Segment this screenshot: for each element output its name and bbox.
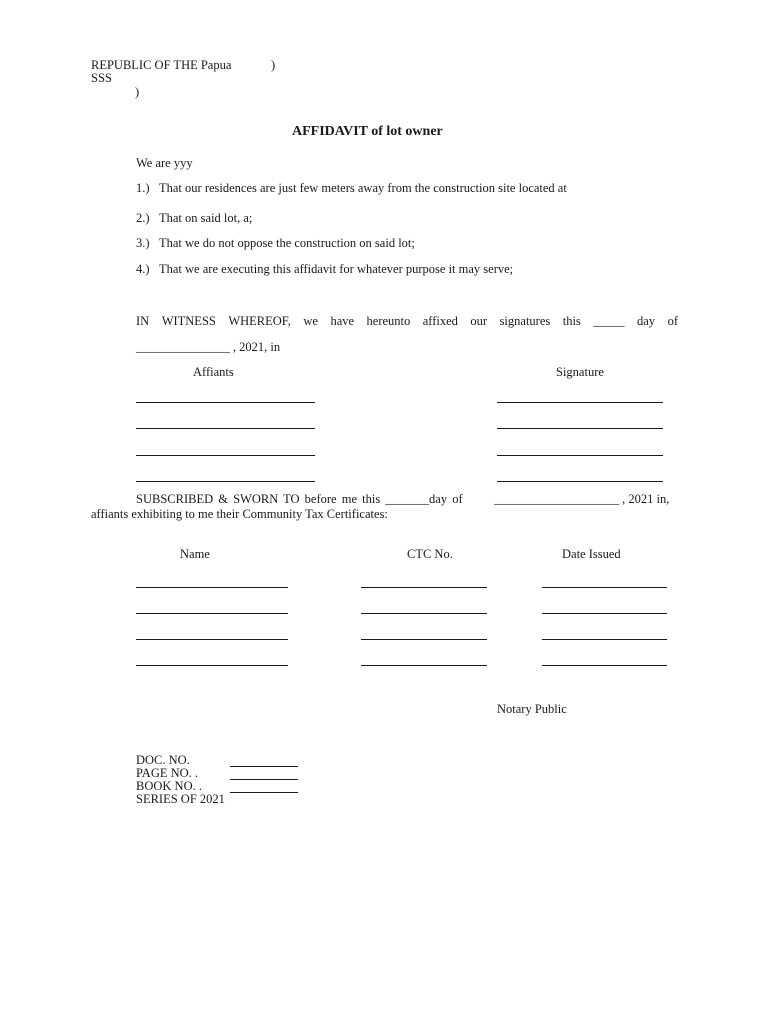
witness-word: hereunto: [366, 314, 411, 328]
witness-word: _____: [593, 314, 625, 328]
date-line: [542, 665, 667, 666]
witness-word: signatures: [499, 314, 551, 328]
book-no-label: BOOK NO. .: [136, 779, 202, 793]
witness-word: WHEREOF,: [228, 314, 291, 328]
date-line: [542, 613, 667, 614]
witness-line-1: [136, 315, 678, 329]
affiant-line: [136, 402, 315, 403]
signature-line: [497, 402, 663, 403]
item-4-number: 4.): [136, 262, 150, 276]
ctc-line: [361, 665, 487, 666]
item-1-number: 1.): [136, 181, 150, 195]
name-line: [136, 639, 288, 640]
affiant-line: [136, 481, 315, 482]
witness-line-2: _______________ , 2021, in: [136, 340, 281, 354]
doc-no-line: [230, 766, 298, 767]
witness-word: this: [562, 314, 581, 328]
header-paren-1: ): [271, 58, 276, 72]
witness-word: have: [330, 314, 355, 328]
intro-line: We are yyy: [136, 156, 193, 170]
series-label: SERIES OF 2021: [136, 792, 225, 806]
signature-line: [497, 428, 663, 429]
witness-word: we: [303, 314, 318, 328]
item-2-number: 2.): [136, 211, 150, 225]
ctc-line: [361, 613, 487, 614]
witness-word: affixed: [422, 314, 458, 328]
name-line: [136, 587, 288, 588]
witness-word: our: [470, 314, 488, 328]
signature-header: Signature: [556, 365, 604, 379]
sworn-line-1b: ____________________ , 2021 in,: [494, 492, 670, 506]
ctc-line: [361, 639, 487, 640]
ctc-header: CTC No.: [407, 547, 453, 561]
item-2-text: That on said lot, a;: [159, 211, 253, 225]
signature-line: [497, 481, 663, 482]
affiants-header: Affiants: [193, 365, 234, 379]
page-no-line: [230, 779, 298, 780]
signature-line: [497, 455, 663, 456]
witness-word: day: [637, 314, 656, 328]
doc-no-label: DOC. NO.: [136, 753, 190, 767]
affiant-line: [136, 428, 315, 429]
document-title: AFFIDAVIT of lot owner: [292, 124, 443, 139]
notary-public-label: Notary Public: [497, 702, 567, 716]
page-no-label: PAGE NO. .: [136, 766, 199, 780]
sss-line: SSS: [91, 71, 112, 85]
sworn-line-1a: SUBSCRIBED & SWORN TO before me this _______day of: [136, 492, 463, 506]
header-paren-2: ): [135, 85, 140, 99]
name-header: Name: [180, 547, 210, 561]
name-line: [136, 613, 288, 614]
item-4-text: That we are executing this affidavit for whatever purpose it may serve;: [159, 262, 514, 276]
ctc-line: [361, 587, 487, 588]
item-3-number: 3.): [136, 236, 150, 250]
date-line: [542, 639, 667, 640]
book-no-line: [230, 792, 298, 793]
witness-word: of: [667, 314, 678, 328]
witness-word: WITNESS: [161, 314, 216, 328]
sworn-line-2: affiants exhibiting to me their Community Tax Certificates:: [91, 507, 388, 521]
date-line: [542, 587, 667, 588]
item-3-text: That we do not oppose the construction on said lot;: [159, 236, 415, 250]
item-1-text: That our residences are just few meters away from the construction site located at: [159, 181, 567, 195]
affiant-line: [136, 455, 315, 456]
witness-word: IN: [136, 314, 150, 328]
date-header: Date Issued: [562, 547, 621, 561]
name-line: [136, 665, 288, 666]
republic-line: REPUBLIC OF THE Papua: [91, 58, 232, 72]
